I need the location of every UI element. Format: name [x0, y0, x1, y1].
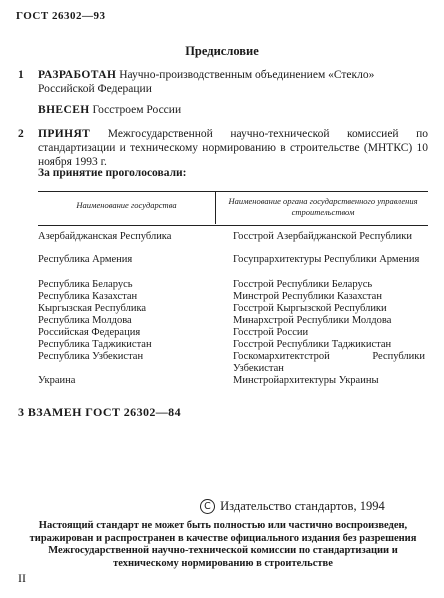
table-row-state: Российская Федерация [38, 327, 141, 338]
table-row-body: Госстрой России [233, 327, 309, 338]
table-row-body: Минстрой Республики Казахстан [233, 291, 382, 302]
introduced-text: Госстроем России [92, 104, 182, 116]
section-1-keyword: РАЗРАБОТАН [38, 69, 117, 81]
section-1 [18, 68, 426, 96]
section-1-number: 1 [18, 69, 24, 81]
table-row-body: Госупрархитектуры Республики Армения [233, 254, 420, 265]
footer-note [22, 520, 424, 570]
table-col2-header: Наименование органа государственного управления строительством [228, 196, 418, 217]
table-row-state: Республика Узбекистан [38, 351, 144, 362]
table-row-state: Республика Казахстан [38, 291, 138, 302]
section-2-number: 2 [18, 128, 24, 140]
section-2-text: Межгосударственной научно-технической комиссией по стандартизации и техническому нормированию в строительстве (МНТКС) 10 ноября 1993 г. [38, 128, 428, 168]
document-header: ГОСТ 26302—93 [16, 10, 106, 22]
section-3 [18, 405, 181, 419]
section-2 [18, 127, 428, 169]
copyright-text: Издательство стандартов, 1994 [220, 499, 385, 513]
table-col1-header: Наименование государства [76, 200, 177, 210]
table-header-divider [215, 191, 216, 224]
page-number: II [18, 571, 26, 585]
introduced-keyword: ВНЕСЕН [38, 104, 90, 116]
table-row-state: Кыргызская Республика [38, 303, 147, 314]
table-row-state: Республика Беларусь [38, 279, 133, 290]
table-row-body: Минархстрой Республики Молдова [233, 315, 392, 326]
introduced-line [38, 103, 426, 117]
table-row-state: Азербайджанская Республика [38, 231, 172, 242]
table-row-state: Республика Молдова [38, 315, 132, 326]
table-row-body: Госкомархитектстрой Республики Узбекистан [233, 351, 425, 374]
section-3-text: ВЗАМЕН ГОСТ 26302—84 [27, 405, 181, 419]
footer-note-text: Настоящий стандарт не может быть полностью или частично воспроизведен, тиражирован и распространен в качестве официального издания без разрешения Межгосударственной научно-технической комиссии по стандартизации и техническому нормированию в строительстве [29, 520, 417, 569]
section-2-keyword: ПРИНЯТ [38, 128, 91, 140]
table-row-body: Госстрой Кыргызской Республики [233, 303, 387, 314]
copyright-icon: C [200, 499, 215, 514]
copyright-line [200, 499, 385, 514]
table-row-state: Республика Армения [38, 254, 133, 265]
table-row-body: Госстрой Республики Беларусь [233, 279, 373, 290]
table-row-state: Республика Таджикистан [38, 339, 152, 350]
table-row-body: Минстройархитектуры Украины [233, 375, 379, 386]
table-row-body: Госстрой Республики Таджикистан [233, 339, 392, 350]
preface-title: Предисловие [185, 44, 259, 58]
section-1-text: Научно-производственным объединением «Стекло» Российской Федерации [38, 69, 375, 95]
table-row-state: Украина [38, 375, 76, 386]
vote-line: За принятие проголосовали: [38, 167, 187, 179]
section-3-number: 3 [18, 405, 25, 419]
table-row-body: Госстрой Азербайджанской Республики [233, 231, 412, 242]
